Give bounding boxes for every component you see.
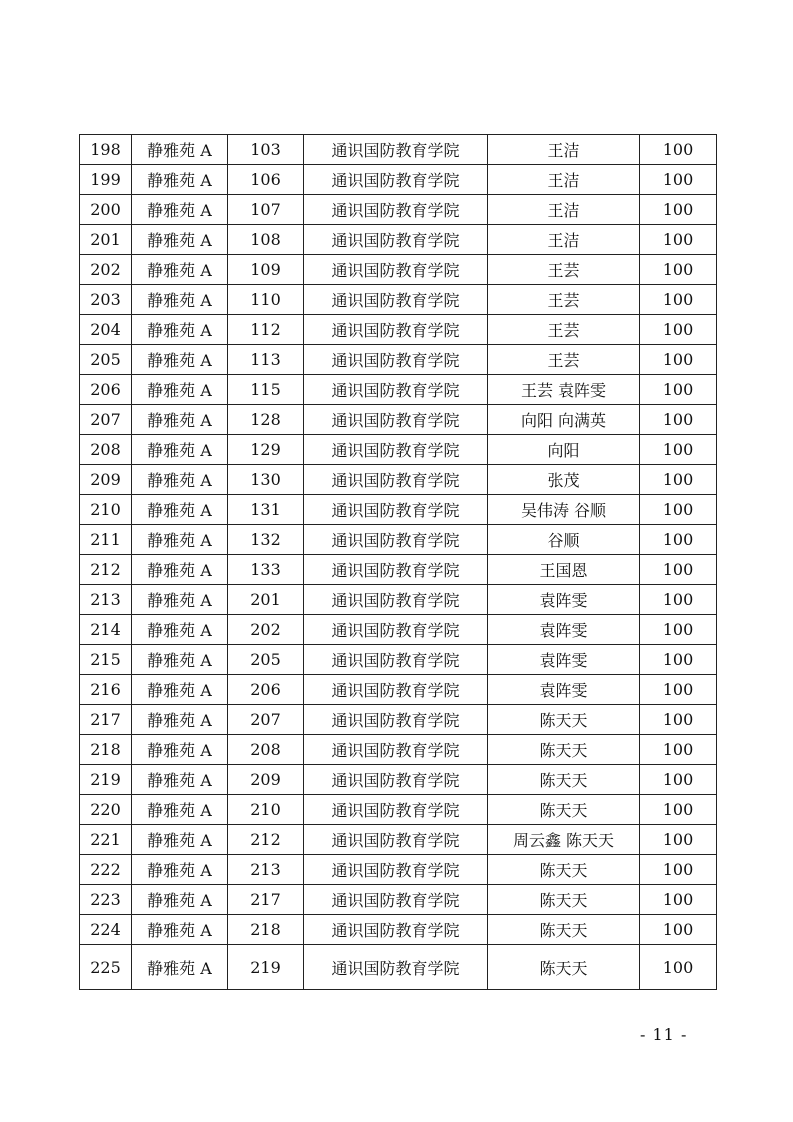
person-cell: 袁阵雯 <box>488 585 640 615</box>
person-cell: 陈天天 <box>488 915 640 945</box>
data-table <box>79 134 717 990</box>
person-cell: 吴伟涛 谷顺 <box>488 495 640 525</box>
building-cell: 静雅苑 A <box>132 285 228 315</box>
building-cell: 静雅苑 A <box>132 585 228 615</box>
score-cell: 100 <box>640 405 717 435</box>
row-number-cell: 199 <box>80 165 132 195</box>
table-row <box>80 945 717 990</box>
room-cell: 217 <box>228 885 304 915</box>
score-cell: 100 <box>640 465 717 495</box>
score-cell: 100 <box>640 495 717 525</box>
table-row <box>80 705 717 735</box>
person-cell: 向阳 向满英 <box>488 405 640 435</box>
college-cell: 通识国防教育学院 <box>304 345 488 375</box>
person-cell: 张茂 <box>488 465 640 495</box>
college-cell: 通识国防教育学院 <box>304 375 488 405</box>
college-cell: 通识国防教育学院 <box>304 885 488 915</box>
score-cell: 100 <box>640 795 717 825</box>
room-cell: 107 <box>228 195 304 225</box>
room-cell: 113 <box>228 345 304 375</box>
row-number-cell: 200 <box>80 195 132 225</box>
college-cell: 通识国防教育学院 <box>304 645 488 675</box>
building-cell: 静雅苑 A <box>132 165 228 195</box>
college-cell: 通识国防教育学院 <box>304 495 488 525</box>
college-cell: 通识国防教育学院 <box>304 735 488 765</box>
score-cell: 100 <box>640 765 717 795</box>
person-cell: 陈天天 <box>488 735 640 765</box>
person-cell: 袁阵雯 <box>488 645 640 675</box>
room-cell: 213 <box>228 855 304 885</box>
row-number-cell: 212 <box>80 555 132 585</box>
person-cell: 周云鑫 陈天天 <box>488 825 640 855</box>
row-number-cell: 210 <box>80 495 132 525</box>
college-cell: 通识国防教育学院 <box>304 765 488 795</box>
person-cell: 陈天天 <box>488 765 640 795</box>
college-cell: 通识国防教育学院 <box>304 405 488 435</box>
table-row <box>80 525 717 555</box>
row-number-cell: 209 <box>80 465 132 495</box>
room-cell: 219 <box>228 945 304 990</box>
college-cell: 通识国防教育学院 <box>304 225 488 255</box>
table-row <box>80 765 717 795</box>
table-row <box>80 735 717 765</box>
college-cell: 通识国防教育学院 <box>304 945 488 990</box>
person-cell: 谷顺 <box>488 525 640 555</box>
room-cell: 133 <box>228 555 304 585</box>
row-number-cell: 202 <box>80 255 132 285</box>
row-number-cell: 205 <box>80 345 132 375</box>
room-cell: 205 <box>228 645 304 675</box>
table-row <box>80 675 717 705</box>
room-cell: 109 <box>228 255 304 285</box>
building-cell: 静雅苑 A <box>132 765 228 795</box>
college-cell: 通识国防教育学院 <box>304 255 488 285</box>
table-row <box>80 795 717 825</box>
row-number-cell: 207 <box>80 405 132 435</box>
room-cell: 202 <box>228 615 304 645</box>
building-cell: 静雅苑 A <box>132 825 228 855</box>
table-row <box>80 435 717 465</box>
row-number-cell: 223 <box>80 885 132 915</box>
building-cell: 静雅苑 A <box>132 135 228 165</box>
building-cell: 静雅苑 A <box>132 195 228 225</box>
building-cell: 静雅苑 A <box>132 675 228 705</box>
building-cell: 静雅苑 A <box>132 705 228 735</box>
college-cell: 通识国防教育学院 <box>304 285 488 315</box>
score-cell: 100 <box>640 585 717 615</box>
person-cell: 陈天天 <box>488 945 640 990</box>
score-cell: 100 <box>640 885 717 915</box>
score-cell: 100 <box>640 315 717 345</box>
college-cell: 通识国防教育学院 <box>304 825 488 855</box>
table-row <box>80 915 717 945</box>
college-cell: 通识国防教育学院 <box>304 705 488 735</box>
table-row <box>80 285 717 315</box>
score-cell: 100 <box>640 675 717 705</box>
college-cell: 通识国防教育学院 <box>304 525 488 555</box>
person-cell: 袁阵雯 <box>488 675 640 705</box>
room-cell: 212 <box>228 825 304 855</box>
score-cell: 100 <box>640 255 717 285</box>
table-row <box>80 495 717 525</box>
building-cell: 静雅苑 A <box>132 405 228 435</box>
person-cell: 王洁 <box>488 195 640 225</box>
table-row <box>80 585 717 615</box>
table-row <box>80 165 717 195</box>
table-row <box>80 405 717 435</box>
building-cell: 静雅苑 A <box>132 495 228 525</box>
room-cell: 103 <box>228 135 304 165</box>
person-cell: 袁阵雯 <box>488 615 640 645</box>
building-cell: 静雅苑 A <box>132 735 228 765</box>
college-cell: 通识国防教育学院 <box>304 615 488 645</box>
room-cell: 108 <box>228 225 304 255</box>
row-number-cell: 221 <box>80 825 132 855</box>
row-number-cell: 219 <box>80 765 132 795</box>
table-row <box>80 645 717 675</box>
college-cell: 通识国防教育学院 <box>304 915 488 945</box>
building-cell: 静雅苑 A <box>132 855 228 885</box>
person-cell: 王洁 <box>488 135 640 165</box>
college-cell: 通识国防教育学院 <box>304 195 488 225</box>
person-cell: 王芸 <box>488 315 640 345</box>
building-cell: 静雅苑 A <box>132 315 228 345</box>
room-cell: 218 <box>228 915 304 945</box>
score-cell: 100 <box>640 375 717 405</box>
person-cell: 陈天天 <box>488 855 640 885</box>
person-cell: 王洁 <box>488 225 640 255</box>
table-row <box>80 885 717 915</box>
room-cell: 106 <box>228 165 304 195</box>
college-cell: 通识国防教育学院 <box>304 315 488 345</box>
room-cell: 131 <box>228 495 304 525</box>
room-cell: 206 <box>228 675 304 705</box>
room-cell: 115 <box>228 375 304 405</box>
score-cell: 100 <box>640 285 717 315</box>
data-table-body <box>80 135 717 990</box>
room-cell: 129 <box>228 435 304 465</box>
score-cell: 100 <box>640 705 717 735</box>
college-cell: 通识国防教育学院 <box>304 675 488 705</box>
person-cell: 陈天天 <box>488 705 640 735</box>
building-cell: 静雅苑 A <box>132 945 228 990</box>
score-cell: 100 <box>640 555 717 585</box>
college-cell: 通识国防教育学院 <box>304 435 488 465</box>
table-row <box>80 825 717 855</box>
building-cell: 静雅苑 A <box>132 225 228 255</box>
table-row <box>80 195 717 225</box>
score-cell: 100 <box>640 735 717 765</box>
building-cell: 静雅苑 A <box>132 465 228 495</box>
building-cell: 静雅苑 A <box>132 915 228 945</box>
table-row <box>80 555 717 585</box>
table-row <box>80 855 717 885</box>
row-number-cell: 208 <box>80 435 132 465</box>
room-cell: 209 <box>228 765 304 795</box>
row-number-cell: 198 <box>80 135 132 165</box>
score-cell: 100 <box>640 645 717 675</box>
room-cell: 208 <box>228 735 304 765</box>
building-cell: 静雅苑 A <box>132 255 228 285</box>
score-cell: 100 <box>640 225 717 255</box>
page-number: - 11 - <box>640 1025 688 1044</box>
table-row <box>80 615 717 645</box>
person-cell: 陈天天 <box>488 795 640 825</box>
college-cell: 通识国防教育学院 <box>304 555 488 585</box>
building-cell: 静雅苑 A <box>132 525 228 555</box>
score-cell: 100 <box>640 855 717 885</box>
person-cell: 王芸 <box>488 255 640 285</box>
person-cell: 王洁 <box>488 165 640 195</box>
building-cell: 静雅苑 A <box>132 645 228 675</box>
building-cell: 静雅苑 A <box>132 615 228 645</box>
room-cell: 132 <box>228 525 304 555</box>
room-cell: 201 <box>228 585 304 615</box>
table-row <box>80 135 717 165</box>
table-row <box>80 255 717 285</box>
score-cell: 100 <box>640 435 717 465</box>
row-number-cell: 215 <box>80 645 132 675</box>
score-cell: 100 <box>640 915 717 945</box>
row-number-cell: 222 <box>80 855 132 885</box>
row-number-cell: 203 <box>80 285 132 315</box>
row-number-cell: 225 <box>80 945 132 990</box>
table-row <box>80 225 717 255</box>
row-number-cell: 213 <box>80 585 132 615</box>
score-cell: 100 <box>640 825 717 855</box>
row-number-cell: 220 <box>80 795 132 825</box>
score-cell: 100 <box>640 345 717 375</box>
room-cell: 112 <box>228 315 304 345</box>
college-cell: 通识国防教育学院 <box>304 585 488 615</box>
college-cell: 通识国防教育学院 <box>304 165 488 195</box>
person-cell: 王国恩 <box>488 555 640 585</box>
table-row <box>80 345 717 375</box>
row-number-cell: 224 <box>80 915 132 945</box>
building-cell: 静雅苑 A <box>132 375 228 405</box>
building-cell: 静雅苑 A <box>132 555 228 585</box>
person-cell: 向阳 <box>488 435 640 465</box>
score-cell: 100 <box>640 945 717 990</box>
row-number-cell: 216 <box>80 675 132 705</box>
room-cell: 128 <box>228 405 304 435</box>
building-cell: 静雅苑 A <box>132 885 228 915</box>
college-cell: 通识国防教育学院 <box>304 135 488 165</box>
score-cell: 100 <box>640 615 717 645</box>
person-cell: 王芸 袁阵雯 <box>488 375 640 405</box>
score-cell: 100 <box>640 525 717 555</box>
person-cell: 陈天天 <box>488 885 640 915</box>
row-number-cell: 218 <box>80 735 132 765</box>
row-number-cell: 201 <box>80 225 132 255</box>
row-number-cell: 211 <box>80 525 132 555</box>
table-row <box>80 315 717 345</box>
score-cell: 100 <box>640 135 717 165</box>
college-cell: 通识国防教育学院 <box>304 855 488 885</box>
room-cell: 110 <box>228 285 304 315</box>
table-row <box>80 375 717 405</box>
row-number-cell: 206 <box>80 375 132 405</box>
building-cell: 静雅苑 A <box>132 345 228 375</box>
table-row <box>80 465 717 495</box>
building-cell: 静雅苑 A <box>132 795 228 825</box>
row-number-cell: 214 <box>80 615 132 645</box>
building-cell: 静雅苑 A <box>132 435 228 465</box>
person-cell: 王芸 <box>488 285 640 315</box>
room-cell: 130 <box>228 465 304 495</box>
score-cell: 100 <box>640 195 717 225</box>
room-cell: 210 <box>228 795 304 825</box>
score-cell: 100 <box>640 165 717 195</box>
college-cell: 通识国防教育学院 <box>304 795 488 825</box>
college-cell: 通识国防教育学院 <box>304 465 488 495</box>
row-number-cell: 217 <box>80 705 132 735</box>
row-number-cell: 204 <box>80 315 132 345</box>
person-cell: 王芸 <box>488 345 640 375</box>
room-cell: 207 <box>228 705 304 735</box>
